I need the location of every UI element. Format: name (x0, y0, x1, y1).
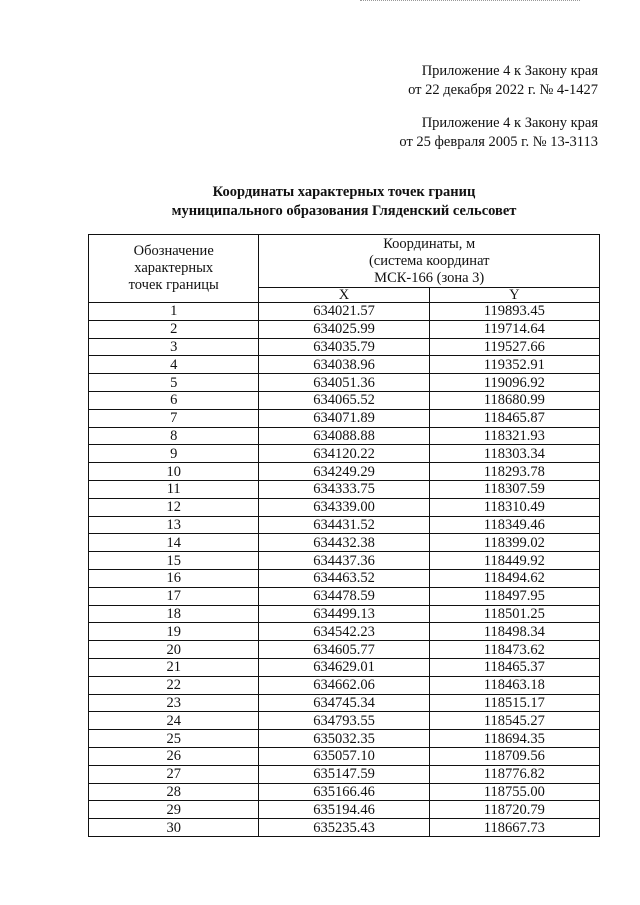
x-cell: 635057.10 (259, 747, 429, 765)
x-cell: 634745.34 (259, 694, 429, 712)
document-title-line1: Координаты характерных точек границ (212, 184, 476, 200)
point-id-cell: 18 (89, 605, 259, 623)
point-id-cell: 8 (89, 427, 259, 445)
x-cell: 634035.79 (259, 338, 429, 356)
point-id-cell: 13 (89, 516, 259, 534)
coordinates-table (88, 234, 600, 837)
x-cell: 635032.35 (259, 730, 429, 748)
x-cell: 634038.96 (259, 356, 429, 374)
coordinates-header-line1: Координаты, м (383, 235, 476, 252)
y-cell: 118776.82 (429, 765, 599, 783)
table-row (89, 783, 600, 801)
y-cell: 118709.56 (429, 747, 599, 765)
table-row (89, 338, 600, 356)
x-cell: 634088.88 (259, 427, 429, 445)
x-cell: 635166.46 (259, 783, 429, 801)
coordinates-header-line2: (система координат (368, 252, 490, 269)
y-cell: 118399.02 (429, 534, 599, 552)
y-cell: 118310.49 (429, 498, 599, 516)
table-row (89, 391, 600, 409)
appendix-note-original-line2: от 25 февраля 2005 г. № 13-3113 (399, 134, 598, 150)
table-row (89, 303, 600, 321)
x-cell: 635147.59 (259, 765, 429, 783)
table-row (89, 480, 600, 498)
y-cell: 118465.37 (429, 658, 599, 676)
y-cell: 118465.87 (429, 409, 599, 427)
point-id-cell: 20 (89, 641, 259, 659)
y-cell: 119096.92 (429, 374, 599, 392)
y-cell: 119893.45 (429, 303, 599, 321)
x-cell: 635235.43 (259, 819, 429, 837)
appendix-note-current (408, 62, 598, 100)
table-row (89, 801, 600, 819)
table-row (89, 445, 600, 463)
point-id-cell: 17 (89, 587, 259, 605)
x-cell: 634605.77 (259, 641, 429, 659)
y-cell: 118307.59 (429, 480, 599, 498)
point-label-header (89, 235, 259, 303)
point-id-cell: 19 (89, 623, 259, 641)
y-cell: 119527.66 (429, 338, 599, 356)
x-cell: 634499.13 (259, 605, 429, 623)
x-cell: 634051.36 (259, 374, 429, 392)
point-label-header-line2: характерных (134, 260, 214, 276)
x-column-header: X (259, 288, 429, 303)
y-cell: 118497.95 (429, 587, 599, 605)
table-row (89, 498, 600, 516)
point-id-cell: 26 (89, 747, 259, 765)
point-id-cell: 14 (89, 534, 259, 552)
y-cell: 118293.78 (429, 463, 599, 481)
y-column-header: Y (429, 288, 599, 303)
table-row (89, 747, 600, 765)
y-cell: 118667.73 (429, 819, 599, 837)
point-label-header-line1: Обозначение (133, 243, 214, 259)
y-cell: 118349.46 (429, 516, 599, 534)
table-row (89, 409, 600, 427)
x-cell: 634333.75 (259, 480, 429, 498)
table-row (89, 694, 600, 712)
x-cell: 634065.52 (259, 391, 429, 409)
point-id-cell: 2 (89, 320, 259, 338)
x-cell: 634249.29 (259, 463, 429, 481)
point-id-cell: 10 (89, 463, 259, 481)
table-row (89, 569, 600, 587)
point-id-cell: 30 (89, 819, 259, 837)
appendix-note-current-line2: от 22 декабря 2022 г. № 4-1427 (408, 82, 598, 98)
point-id-cell: 15 (89, 552, 259, 570)
x-cell: 634478.59 (259, 587, 429, 605)
table-row (89, 552, 600, 570)
point-id-cell: 28 (89, 783, 259, 801)
coordinates-header-line3: МСК-166 (зона 3) (374, 269, 485, 286)
table-row (89, 641, 600, 659)
y-cell: 119714.64 (429, 320, 599, 338)
y-cell: 118303.34 (429, 445, 599, 463)
point-id-cell: 27 (89, 765, 259, 783)
table-row (89, 605, 600, 623)
appendix-note-original-line1: Приложение 4 к Закону края (421, 115, 598, 131)
y-cell: 118494.62 (429, 569, 599, 587)
scan-edge-artifact (360, 0, 580, 4)
coordinates-table-body (89, 303, 600, 837)
y-cell: 118498.34 (429, 623, 599, 641)
x-cell: 634432.38 (259, 534, 429, 552)
table-row (89, 356, 600, 374)
point-id-cell: 24 (89, 712, 259, 730)
point-id-cell: 5 (89, 374, 259, 392)
x-cell: 634339.00 (259, 498, 429, 516)
x-cell: 634542.23 (259, 623, 429, 641)
x-cell: 634025.99 (259, 320, 429, 338)
x-cell: 634793.55 (259, 712, 429, 730)
y-cell: 118501.25 (429, 605, 599, 623)
x-cell: 634071.89 (259, 409, 429, 427)
x-cell: 634437.36 (259, 552, 429, 570)
table-row (89, 623, 600, 641)
point-id-cell: 22 (89, 676, 259, 694)
table-row (89, 730, 600, 748)
x-cell: 634431.52 (259, 516, 429, 534)
point-label-header-line3: точек границы (128, 277, 219, 293)
document-title (88, 183, 600, 221)
y-cell: 118473.62 (429, 641, 599, 659)
table-row (89, 463, 600, 481)
table-row (89, 587, 600, 605)
point-id-cell: 23 (89, 694, 259, 712)
table-row (89, 676, 600, 694)
point-id-cell: 6 (89, 391, 259, 409)
appendix-note-current-line1: Приложение 4 к Закону края (421, 63, 598, 79)
y-cell: 118449.92 (429, 552, 599, 570)
coordinates-header (259, 235, 600, 288)
x-cell: 634629.01 (259, 658, 429, 676)
point-id-cell: 1 (89, 303, 259, 321)
y-cell: 118463.18 (429, 676, 599, 694)
x-cell: 635194.46 (259, 801, 429, 819)
table-row (89, 320, 600, 338)
point-id-cell: 3 (89, 338, 259, 356)
point-id-cell: 29 (89, 801, 259, 819)
point-id-cell: 7 (89, 409, 259, 427)
table-row (89, 374, 600, 392)
y-cell: 118321.93 (429, 427, 599, 445)
y-cell: 119352.91 (429, 356, 599, 374)
table-row (89, 658, 600, 676)
point-id-cell: 4 (89, 356, 259, 374)
table-row (89, 534, 600, 552)
point-id-cell: 16 (89, 569, 259, 587)
y-cell: 118515.17 (429, 694, 599, 712)
y-cell: 118755.00 (429, 783, 599, 801)
point-id-cell: 25 (89, 730, 259, 748)
x-cell: 634021.57 (259, 303, 429, 321)
document-title-line2: муниципального образования Гляденский сельсовет (171, 203, 517, 219)
point-id-cell: 9 (89, 445, 259, 463)
point-id-cell: 12 (89, 498, 259, 516)
appendix-note-original (399, 114, 598, 152)
x-cell: 634662.06 (259, 676, 429, 694)
y-cell: 118545.27 (429, 712, 599, 730)
table-row (89, 819, 600, 837)
point-id-cell: 11 (89, 480, 259, 498)
y-cell: 118680.99 (429, 391, 599, 409)
table-row (89, 712, 600, 730)
table-row (89, 765, 600, 783)
table-row (89, 516, 600, 534)
y-cell: 118694.35 (429, 730, 599, 748)
x-cell: 634120.22 (259, 445, 429, 463)
point-id-cell: 21 (89, 658, 259, 676)
x-cell: 634463.52 (259, 569, 429, 587)
table-row (89, 427, 600, 445)
y-cell: 118720.79 (429, 801, 599, 819)
